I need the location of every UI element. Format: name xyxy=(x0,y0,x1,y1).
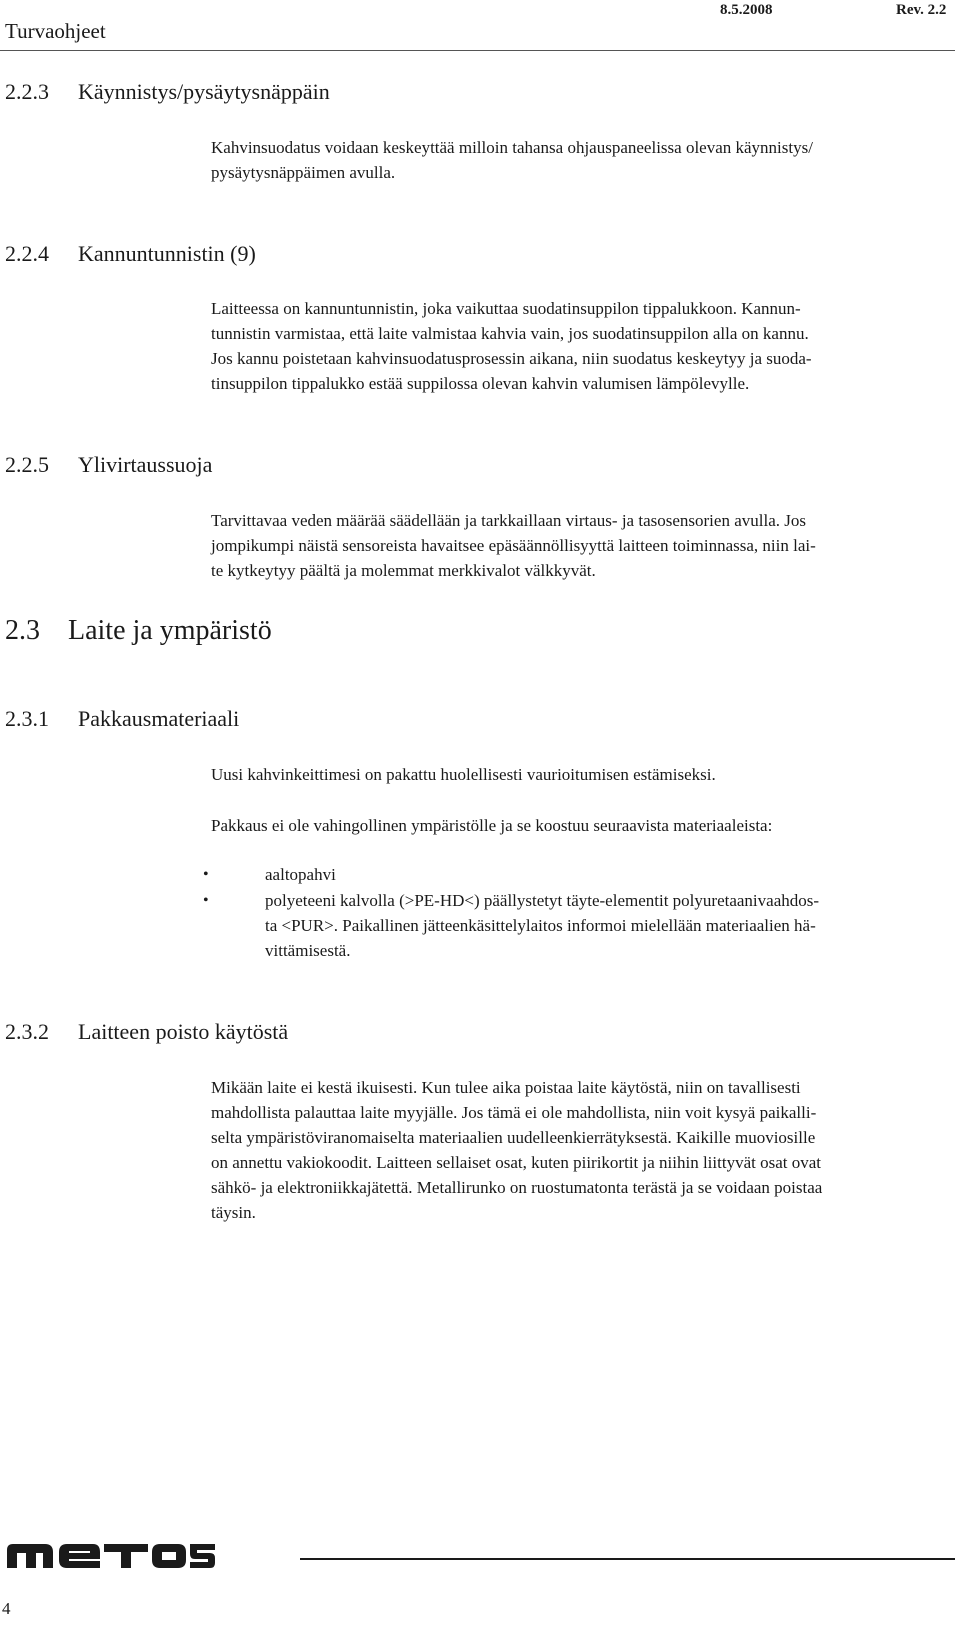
text-line: Tarvittavaa veden määrää säädellään ja tarkkaillaan virtaus- ja tasosensorien avulla. Jos xyxy=(211,511,806,530)
section-number: 2.2.5 xyxy=(5,452,49,477)
header-title: Turvaohjeet xyxy=(5,19,106,43)
section-title: Kannuntunnistin (9) xyxy=(78,241,256,266)
section-heading-2-2-3 xyxy=(5,78,330,106)
section-heading-2-3 xyxy=(5,614,272,648)
bullet-item xyxy=(265,888,955,963)
bullet-marker: • xyxy=(203,892,209,909)
text-line: aaltopahvi xyxy=(265,865,336,884)
header-divider xyxy=(0,50,955,51)
section-body-2-2-4 xyxy=(211,296,955,396)
section-heading-2-3-1 xyxy=(5,705,239,733)
text-line: polyeteeni kalvolla (>PE-HD<) päällystetyt täyte-elementit polyuretaanivaahdos- xyxy=(265,891,820,910)
section-number: 2.3.2 xyxy=(5,1019,49,1044)
text-line: tunnistin varmistaa, että laite valmistaa kahvia vain, jos suodatinsuppilon alla on kannu. xyxy=(211,324,809,343)
header-date: 8.5.2008 xyxy=(720,2,773,18)
footer-divider xyxy=(300,1558,955,1560)
text-line: Laitteessa on kannuntunnistin, joka vaikuttaa suodatinsuppilon tippalukkoon. Kannun- xyxy=(211,299,801,318)
page-number: 4 xyxy=(2,1599,11,1618)
text-line: sähkö- ja elektroniikkajätettä. Metallirunko on ruostumatonta terästä ja se voidaan poistaa xyxy=(211,1178,823,1197)
section-number: 2.2.3 xyxy=(5,79,49,104)
text-line: selta ympäristöviranomaiselta materiaalien uudelleenkierrätyksestä. Kaikille muoviosille xyxy=(211,1128,816,1147)
section-heading-2-2-4 xyxy=(5,240,256,268)
section-number: 2.3 xyxy=(5,615,40,646)
text-line: tinsuppilon tippalukko estää suppilossa olevan kahvin valumisen lämpölevylle. xyxy=(211,374,750,393)
section-title: Käynnistys/pysäytysnäppäin xyxy=(78,79,330,104)
section-body-2-2-5 xyxy=(211,508,955,583)
section-title: Pakkausmateriaali xyxy=(78,706,240,731)
section-intro-2-3-1: Uusi kahvinkeittimesi on pakattu huolellisesti vaurioitumisen estämiseksi. xyxy=(211,765,716,784)
text-line: on annettu vakiokoodit. Laitteen sellaiset osat, kuten piirikortit ja niihin liittyvät osat ovat xyxy=(211,1153,821,1172)
bullet-marker: • xyxy=(203,866,209,883)
section-lead-2-3-1: Pakkaus ei ole vahingollinen ympäristölle ja se koostuu seuraavista materiaaleista: xyxy=(211,816,773,835)
text-line: jompikumpi näistä sensoreista havaitsee epäsäännöllisyyttä laitteen toiminnassa, niin lai- xyxy=(211,536,816,555)
text-line: Kahvinsuodatus voidaan keskeyttää milloin tahansa ohjauspaneelissa olevan käynnistys/ xyxy=(211,138,813,157)
text-line: pysäytysnäppäimen avulla. xyxy=(211,163,396,182)
section-heading-2-2-5 xyxy=(5,451,212,479)
section-number: 2.3.1 xyxy=(5,706,49,731)
text-line: te kytkeytyy päältä ja molemmat merkkivalot välkkyvät. xyxy=(211,561,596,580)
section-number: 2.2.4 xyxy=(5,241,49,266)
text-line: Mikään laite ei kestä ikuisesti. Kun tulee aika poistaa laite käytöstä, niin on tavallisesti xyxy=(211,1078,801,1097)
section-body-2-3-2 xyxy=(211,1075,955,1225)
bullet-item xyxy=(265,862,955,887)
section-title: Ylivirtaussuoja xyxy=(78,452,213,477)
text-line: vittämisestä. xyxy=(265,941,351,960)
text-line: mahdollista palauttaa laite myyjälle. Jos tämä ei ole mahdollista, niin voit kysyä paikalli- xyxy=(211,1103,817,1122)
section-title: Laite ja ympäristö xyxy=(68,615,272,646)
section-heading-2-3-2 xyxy=(5,1018,288,1046)
text-line: täysin. xyxy=(211,1203,256,1222)
metos-logo xyxy=(5,1540,215,1570)
section-body-2-2-3 xyxy=(211,135,955,185)
section-title: Laitteen poisto käytöstä xyxy=(78,1019,289,1044)
text-line: ta <PUR>. Paikallinen jätteenkäsittelylaitos informoi mielellään materiaalien hä- xyxy=(265,916,816,935)
text-line: Jos kannu poistetaan kahvinsuodatusprosessin aikana, niin suodatus keskeytyy ja suoda- xyxy=(211,349,812,368)
header-revision: Rev. 2.2 xyxy=(896,2,947,18)
